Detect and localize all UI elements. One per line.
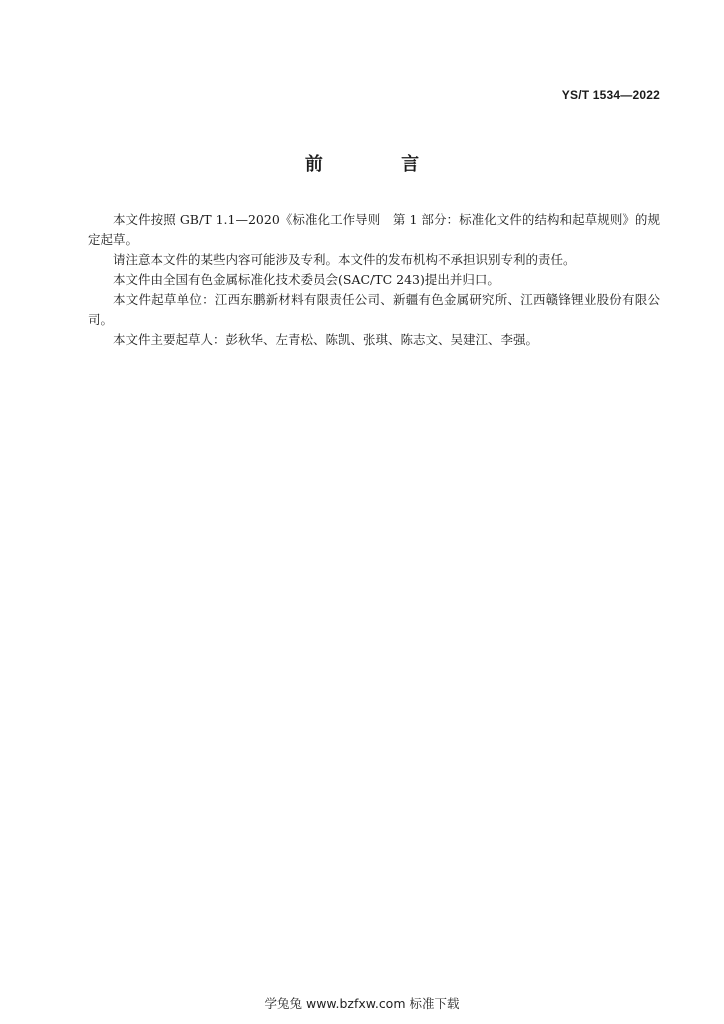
footer-watermark: 学兔兔 www.bzfxw.com 标准下载 — [264, 996, 460, 1011]
paragraph-patent-notice: 请注意本文件的某些内容可能涉及专利。本文件的发布机构不承担识别专利的责任。 — [113, 252, 576, 267]
page-title: 前 言 — [304, 154, 456, 175]
document-code: YS/T 1534—2022 — [561, 88, 660, 102]
paragraph-proposer: 本文件由全国有色金属标准化技术委员会(SAC/TC 243)提出并归口。 — [113, 272, 500, 287]
paragraph-drafting-units: 本文件起草单位：江西东鹏新材料有限责任公司、新疆有色金属研究所、江西赣锋锂业股份有限公司。 — [88, 292, 660, 327]
paragraph-drafting-rules: 本文件按照 GB/T 1.1—2020《标准化工作导则 第 1 部分：标准化文件的结构和起草规则》的规定起草。 — [88, 212, 660, 247]
paragraph-drafters: 本文件主要起草人：彭秋华、左青松、陈凯、张琪、陈志文、吴建江、李强。 — [113, 332, 539, 347]
foreword-body — [88, 210, 660, 350]
